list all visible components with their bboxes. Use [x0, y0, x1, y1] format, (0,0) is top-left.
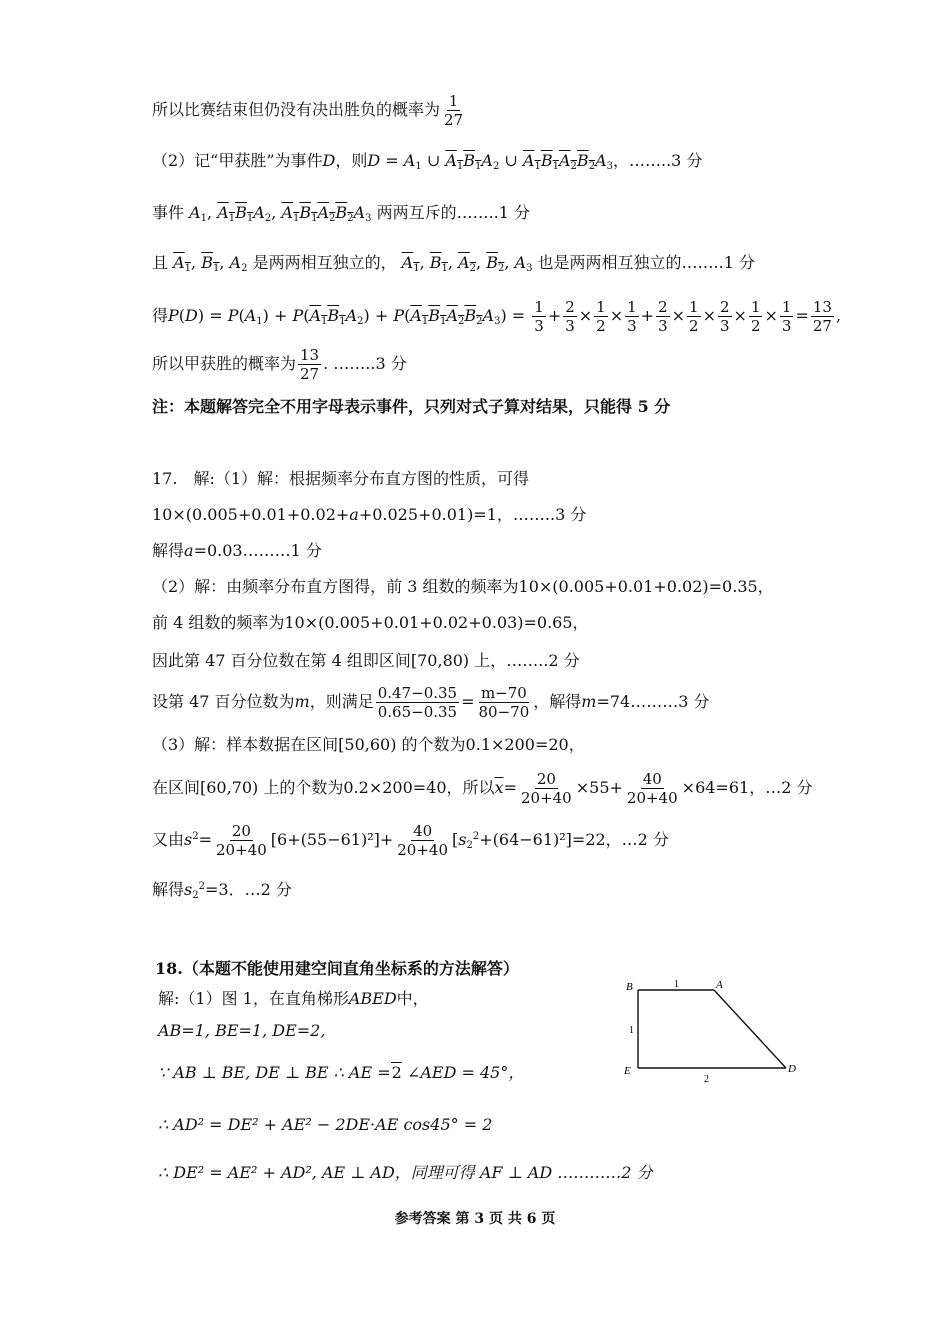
line-1: [152, 92, 467, 129]
q17-p3: （3）解：样本数据在区间[50,60) 的个数为0.1×200=20，: [152, 735, 585, 754]
q18-f: ∴ AD² = DE² + AE² − 2DE·AE cos45° = 2: [158, 1115, 493, 1134]
text: （2）记“甲获胜”为事件: [152, 151, 323, 170]
q18-d: ∵ AB ⊥ BE, DE ⊥ BE ∴ AE =2 ∠AED = 45°，: [158, 1063, 525, 1082]
den: 27: [300, 365, 320, 383]
label-E: E: [624, 1065, 631, 1077]
text: +0.025+0.01)=1，……..3 分: [358, 505, 587, 524]
text: ，则满足: [309, 692, 374, 711]
trapezoid-figure: [612, 976, 812, 1088]
label-left-1: 1: [629, 1025, 634, 1036]
num: 40: [642, 770, 662, 788]
line-5: 得$P(D) = P(A_1) + P(A_1B_1A_2) + P(A_1B_1A_2B_2A_3)$ = $\frac{1}{3}$ + $\frac{2}{3}$ × $\frac{1}{2}$ × $\frac{1}{3}$ + $\frac{2}{3}$ × $\frac{1}{2}$ × $\frac{2}{3}$ × $\frac{1}{2}$ × $\frac{1}{3}$ = $\frac{13}{27}$ ,: [152, 298, 842, 335]
text: 中，: [396, 989, 429, 1008]
text: =3．…2 分: [204, 880, 292, 899]
q18-head: 18.（本题不能使用建空间直角坐标系的方法解答）: [155, 959, 519, 978]
den: 20+40: [520, 789, 572, 807]
text: 在区间[60,70) 上的个数为0.2×200=40，所以: [152, 778, 495, 797]
q18-g: ∴ DE² = AE² + AD², AE ⊥ AD，同理可得 AF ⊥ AD …………2 分: [158, 1163, 653, 1182]
fraction-1-27: [442, 92, 465, 129]
q17-head: 17. 解:（1）解：根据频率分布直方图的性质，可得: [152, 469, 530, 488]
label-bottom-2: 2: [704, 1074, 709, 1085]
text: 且: [152, 253, 169, 272]
q17-p2b: 前 4 组数的频率为10×(0.005+0.01+0.02+0.03)=0.65，: [152, 613, 589, 632]
text: 所以甲获胜的概率为: [152, 354, 297, 373]
label-A: A: [716, 979, 723, 991]
text: 得: [152, 306, 169, 325]
page-footer: 参考答案 第 3 页 共 6 页: [394, 1211, 556, 1227]
den: 0.65−0.35: [377, 703, 458, 721]
text: 解:（1）图 1，在直角梯形: [158, 989, 349, 1008]
q17-p3h: 解得$s_2^2=3$．…2 分: [152, 880, 292, 901]
text: 也是两两相互独立的……..1 分: [537, 253, 755, 272]
den: 80−70: [478, 703, 530, 721]
text: +(64−61)²]=22，…2 分: [479, 830, 669, 849]
text: 10×(0.005+0.01+0.02+: [152, 505, 350, 524]
text: =0.03………1 分: [193, 541, 322, 560]
text: . ……..3 分: [323, 354, 407, 373]
fraction: [519, 770, 574, 807]
q17-p3b: 在区间[60,70) 上的个数为0.2×200=40，所以$\overline{x}=$ $\frac{20}{20+40}$ ×55+ $\frac{40}{20+40}$ ×64=61，…2 分: [152, 770, 813, 807]
q17-p2: （2）解：由频率分布直方图得，前 3 组数的频率为10×(0.005+0.01+0.02)=0.35，: [152, 577, 774, 596]
text: ∵ AB ⊥ BE, DE ⊥ BE ∴ AE =: [158, 1063, 391, 1082]
fraction: [376, 684, 459, 721]
num: m−70: [480, 684, 527, 702]
text: 设第 47 百分位数为: [152, 692, 295, 711]
den: 27: [444, 111, 464, 129]
q17-p2c: 因此第 47 百分位数在第 4 组即区间[70,80) 上，……..2 分: [152, 651, 580, 670]
text: 解得: [152, 880, 185, 899]
fraction: [625, 770, 680, 807]
q18-a: 解:（1）图 1，在直角梯形ABED中，: [158, 989, 429, 1008]
text: ，则: [335, 151, 368, 170]
q17-p3e: 又由$s^2=$ $\frac{20}{20+40}$ [6+(55−61)²]+ $\frac{40}{20+40}$ $[s_2^2+(64-61)^2]=22$，…2 分: [152, 822, 669, 859]
text: 所以比赛结束但仍没有决出胜负的概率为: [152, 100, 441, 119]
num: 20: [536, 770, 556, 788]
q17-eq1: 10×(0.005+0.01+0.02+a+0.025+0.01)=1，……..3 分: [152, 505, 587, 524]
label-top-1: 1: [674, 979, 679, 990]
den: 20+40: [626, 789, 678, 807]
q17-p2d: 设第 47 百分位数为m，则满足 $\frac{0.47-0.35}{0.65-0.35}$ = $\frac{m-70}{80-70}$ ，解得m=74………3 分: [152, 684, 710, 721]
num: 13: [300, 346, 320, 364]
q18-c: AB=1, BE=1, DE=2,: [158, 1021, 326, 1040]
text: ×55+: [575, 778, 623, 797]
text: 是两两相互独立的，: [252, 253, 397, 272]
num: 0.47−0.35: [377, 684, 458, 702]
text: 又由: [152, 830, 185, 849]
line-6: [152, 346, 407, 383]
line-4: 且 $A_1$, $B_1$, $A_2$ 是两两相互独立的， $A_1$, $B_1$, $A_2$, $B_2$, $A_3$ 也是两两相互独立的……..1 分: [152, 253, 755, 274]
text: ，解得: [533, 692, 582, 711]
text: ，……..3 分: [613, 151, 703, 170]
text: ∠AED = 45°，: [406, 1063, 525, 1082]
num: 1: [448, 92, 459, 110]
text: 两两互斥的……..1 分: [376, 203, 531, 222]
text: =74………3 分: [596, 692, 710, 711]
text: 解得: [152, 541, 185, 560]
q17-sol: 解得a=0.03………1 分: [152, 541, 322, 560]
fraction-13-27: [298, 346, 321, 383]
text: ×64=61，…2 分: [681, 778, 813, 797]
fraction: [477, 684, 532, 721]
line-3: 事件 $A_1$, $A_1B_1A_2$, $A_1B_1A_2B_2A_3$ 两两互斥的……..1 分: [152, 203, 531, 224]
label-B: B: [626, 981, 633, 993]
note: 注：本题解答完全不用字母表示事件，只列对式子算对结果，只能得 5 分: [152, 397, 671, 416]
text: [6+(55−61)²]+: [270, 830, 394, 849]
line-2: （2）记“甲获胜”为事件D，则$D = A_1$ ∪ $A_1B_1A_2$ ∪ $A_1B_1A_2B_2A_3$，……..3 分: [152, 151, 703, 172]
label-D: D: [788, 1063, 796, 1075]
